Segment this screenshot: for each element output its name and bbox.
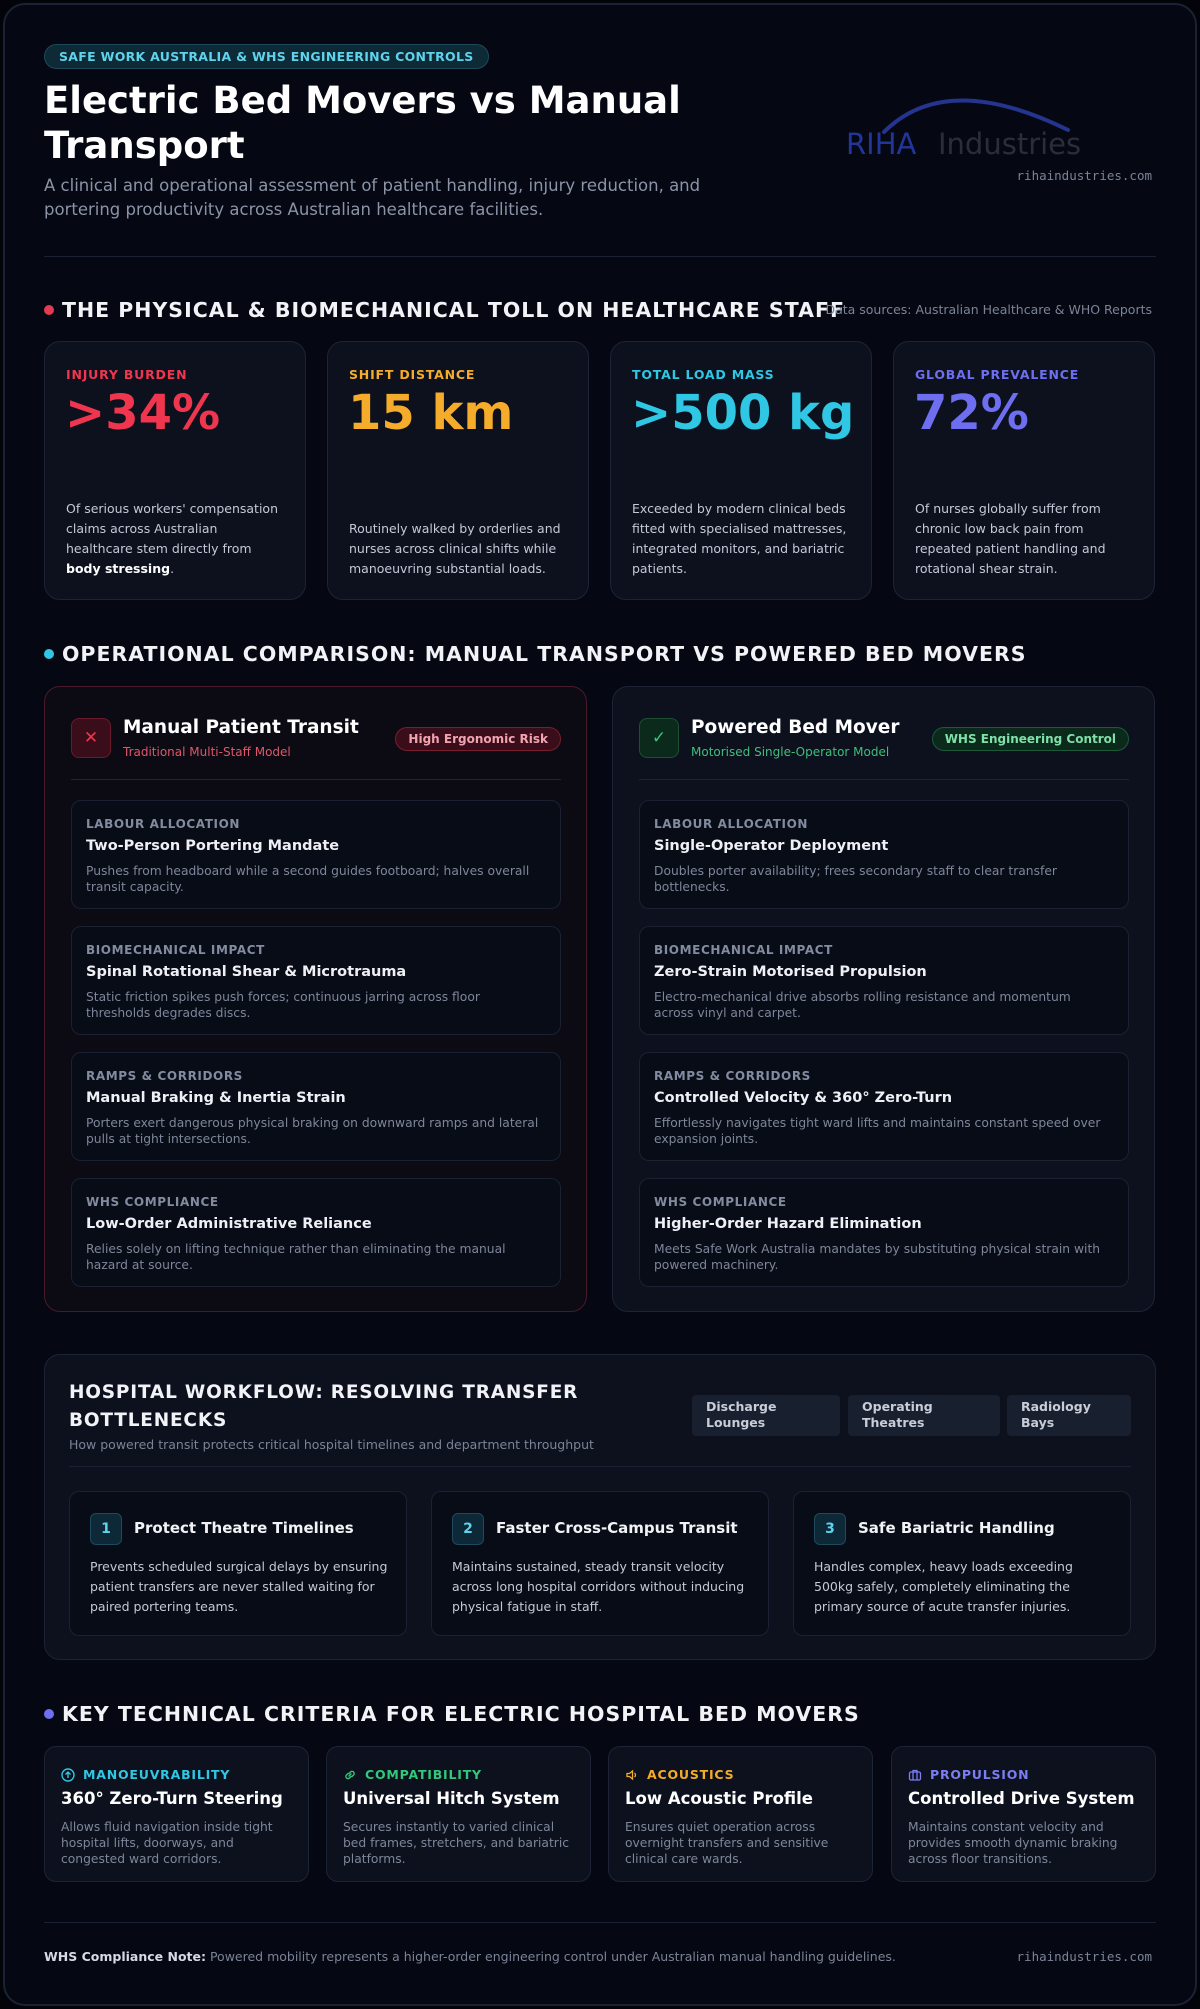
step-description: Prevents scheduled surgical delays by ensuring patient transfers are never stalled waiting for paired portering teams. — [90, 1559, 388, 1614]
row-description: Doubles porter availability; frees secondary staff to clear transfer bottlenecks. — [654, 864, 1057, 894]
workflow-divider — [69, 1466, 1131, 1467]
row-description: Porters exert dangerous physical braking on downward ramps and lateral pulls at tight intersections. — [86, 1116, 539, 1146]
step-number: 3 — [814, 1513, 846, 1545]
compliance-note: WHS Compliance Note: Powered mobility represents a higher-order engineering control under Australian manual handling guidelines. — [44, 1949, 896, 1964]
criteria-label: ACOUSTICS — [625, 1767, 734, 1782]
comparison-row — [639, 800, 1129, 909]
criteria-description: Maintains constant velocity and provides smooth dynamic braking across floor transitions. — [908, 1820, 1118, 1866]
row-description: Effortlessly navigates tight ward lifts and maintains constant speed over expansion joints. — [654, 1116, 1101, 1146]
toll-section-heading — [44, 298, 845, 322]
violet-bullet-icon — [44, 1709, 54, 1719]
risk-badge: High Ergonomic Risk — [395, 727, 561, 751]
row-description: Pushes from headboard while a second guides footboard; halves overall transit capacity. — [86, 864, 530, 894]
workflow-step — [69, 1491, 407, 1636]
panel-header — [639, 717, 1129, 761]
panel-subtitle: Traditional Multi-Staff Model — [123, 745, 291, 759]
row-label: BIOMECHANICAL IMPACT — [86, 943, 265, 957]
row-title: Single-Operator Deployment — [654, 838, 889, 854]
criteria-section-heading — [44, 1702, 860, 1726]
comparison-row — [71, 800, 561, 909]
row-title: Zero-Strain Motorised Propulsion — [654, 964, 927, 980]
powered-mover-panel — [612, 686, 1155, 1312]
row-title: Manual Braking & Inertia Strain — [86, 1090, 346, 1106]
footer-divider — [44, 1922, 1156, 1923]
comparison-row — [639, 1178, 1129, 1287]
stat-value: 15 km — [348, 385, 514, 441]
criteria-card-compatibility — [326, 1746, 591, 1882]
comparison-row — [71, 1052, 561, 1161]
stat-card-prevalence — [893, 341, 1155, 600]
manual-transit-panel — [44, 686, 587, 1312]
criteria-card-manoeuvrability — [44, 1746, 309, 1882]
stat-description: Of nurses globally suffer from chronic low back pain from repeated patient handling and rotational shear strain. — [915, 501, 1106, 576]
stat-value: >500 kg — [631, 385, 855, 441]
comparison-heading-text: OPERATIONAL COMPARISON: MANUAL TRANSPORT VS POWERED BED MOVERS — [62, 642, 1027, 666]
cross-icon: ✕ — [71, 718, 111, 758]
panel-title: Powered Bed Mover — [691, 717, 900, 738]
panel-divider — [71, 779, 561, 780]
criteria-label: PROPULSION — [908, 1767, 1029, 1782]
tag-radiology-bays: Radiology Bays — [1007, 1395, 1131, 1436]
row-label: RAMPS & CORRIDORS — [86, 1069, 243, 1083]
row-description: Relies solely on lifting technique rather than eliminating the manual hazard at source. — [86, 1242, 506, 1272]
workflow-step — [431, 1491, 769, 1636]
row-label: LABOUR ALLOCATION — [654, 817, 809, 831]
stat-description: Of serious workers' compensation claims across Australian healthcare stem directly from body stressing. — [66, 501, 278, 576]
panel-subtitle: Motorised Single-Operator Model — [691, 745, 890, 759]
data-sources-note: Data sources: Australian Healthcare & WHO Reports — [825, 302, 1152, 317]
step-title: Safe Bariatric Handling — [858, 1519, 1055, 1537]
stat-description: Exceeded by modern clinical beds fitted with specialised mattresses, integrated monitors, and bariatric patients. — [632, 501, 847, 576]
step-description: Handles complex, heavy loads exceeding 500kg safely, completely eliminating the primary source of acute transfer injuries. — [814, 1559, 1073, 1614]
row-description: Static friction spikes push forces; continuous jarring across floor thresholds degrades discs. — [86, 990, 480, 1020]
comparison-section-heading — [44, 642, 1027, 666]
red-bullet-icon — [44, 305, 54, 315]
stat-card-mass — [610, 341, 872, 600]
step-title: Protect Theatre Timelines — [134, 1519, 354, 1537]
row-label: WHS COMPLIANCE — [654, 1195, 787, 1209]
row-title: Spinal Rotational Shear & Microtrauma — [86, 964, 407, 980]
criteria-description: Ensures quiet operation across overnight transfers and sensitive clinical care wards. — [625, 1820, 829, 1866]
logo-brand-text: RIHA — [846, 127, 917, 161]
cyan-bullet-icon — [44, 649, 54, 659]
stat-value: 72% — [914, 385, 1029, 441]
stat-description: Routinely walked by orderlies and nurses across clinical shifts while manoeuvring substantial loads. — [349, 521, 561, 576]
panel-header — [71, 717, 561, 761]
logo-url[interactable]: rihaindustries.com — [1016, 168, 1152, 183]
row-label: WHS COMPLIANCE — [86, 1195, 219, 1209]
criteria-label: MANOEUVRABILITY — [61, 1767, 230, 1782]
stat-label: SHIFT DISTANCE — [349, 367, 476, 382]
step-number: 1 — [90, 1513, 122, 1545]
criteria-description: Secures instantly to varied clinical bed frames, stretchers, and bariatric platforms. — [343, 1820, 570, 1866]
control-badge: WHS Engineering Control — [932, 727, 1129, 751]
stat-label: TOTAL LOAD MASS — [632, 367, 775, 382]
riha-logo — [846, 82, 1116, 162]
row-title: Low-Order Administrative Reliance — [86, 1216, 372, 1232]
step-number: 2 — [452, 1513, 484, 1545]
criteria-card-propulsion — [891, 1746, 1156, 1882]
row-description: Electro-mechanical drive absorbs rolling resistance and momentum across vinyl and carpet. — [654, 990, 1071, 1020]
comparison-row — [639, 926, 1129, 1035]
row-title: Two-Person Portering Mandate — [86, 838, 340, 854]
workflow-step — [793, 1491, 1131, 1636]
briefcase-icon — [908, 1768, 922, 1782]
workflow-subtitle: How powered transit protects critical hospital timelines and department throughput — [69, 1437, 594, 1452]
category-pill: SAFE WORK AUSTRALIA & WHS ENGINEERING CONTROLS — [44, 44, 489, 69]
workflow-section — [44, 1354, 1156, 1660]
page-subtitle: A clinical and operational assessment of patient handling, injury reduction, and portering productivity across Australian healthcare facilities. — [44, 176, 701, 219]
panel-title: Manual Patient Transit — [123, 717, 359, 738]
comparison-row — [71, 926, 561, 1035]
step-description: Maintains sustained, steady transit velocity across long hospital corridors without inducing physical fatigue in staff. — [452, 1559, 745, 1614]
panel-divider — [639, 779, 1129, 780]
tag-operating-theatres: Operating Theatres — [848, 1395, 1000, 1436]
workflow-title: HOSPITAL WORKFLOW: RESOLVING TRANSFER BOTTLENECKS — [69, 1382, 579, 1431]
stat-card-distance — [327, 341, 589, 600]
row-label: RAMPS & CORRIDORS — [654, 1069, 811, 1083]
logo-name-text: Industries — [938, 127, 1082, 161]
row-title: Higher-Order Hazard Elimination — [654, 1216, 922, 1232]
step-title: Faster Cross-Campus Transit — [496, 1519, 738, 1537]
row-description: Meets Safe Work Australia mandates by substituting physical strain with powered machinery. — [654, 1242, 1101, 1272]
criteria-title: Universal Hitch System — [343, 1789, 560, 1808]
compliance-note-label: WHS Compliance Note: — [44, 1949, 206, 1964]
stat-label: GLOBAL PREVALENCE — [915, 367, 1080, 382]
speaker-icon — [625, 1768, 639, 1782]
tag-discharge-lounges: Discharge Lounges — [692, 1395, 840, 1436]
arrow-circle-icon — [61, 1768, 75, 1782]
criteria-description: Allows fluid navigation inside tight hospital lifts, doorways, and congested ward corridors. — [61, 1820, 273, 1866]
row-label: LABOUR ALLOCATION — [86, 817, 241, 831]
criteria-title: 360° Zero-Turn Steering — [61, 1789, 283, 1808]
row-title: Controlled Velocity & 360° Zero-Turn — [654, 1090, 953, 1106]
page-title: Electric Bed Movers vs Manual Transport — [44, 79, 681, 167]
footer-url[interactable]: rihaindustries.com — [1016, 1949, 1152, 1964]
stat-label: INJURY BURDEN — [66, 367, 188, 382]
criteria-card-acoustics — [608, 1746, 873, 1882]
toll-heading-text: THE PHYSICAL & BIOMECHANICAL TOLL ON HEALTHCARE STAFF — [62, 298, 845, 322]
row-label: BIOMECHANICAL IMPACT — [654, 943, 833, 957]
link-icon — [343, 1768, 357, 1782]
criteria-heading-text: KEY TECHNICAL CRITERIA FOR ELECTRIC HOSPITAL BED MOVERS — [62, 1702, 860, 1726]
comparison-row — [639, 1052, 1129, 1161]
criteria-title: Low Acoustic Profile — [625, 1789, 814, 1808]
header-divider — [44, 256, 1156, 257]
criteria-title: Controlled Drive System — [908, 1789, 1135, 1808]
criteria-label: COMPATIBILITY — [343, 1767, 482, 1782]
stat-value: >34% — [65, 385, 221, 441]
stat-card-injury — [44, 341, 306, 600]
comparison-row — [71, 1178, 561, 1287]
stat-description-emphasis: body stressing — [66, 561, 171, 576]
check-icon: ✓ — [639, 718, 679, 758]
